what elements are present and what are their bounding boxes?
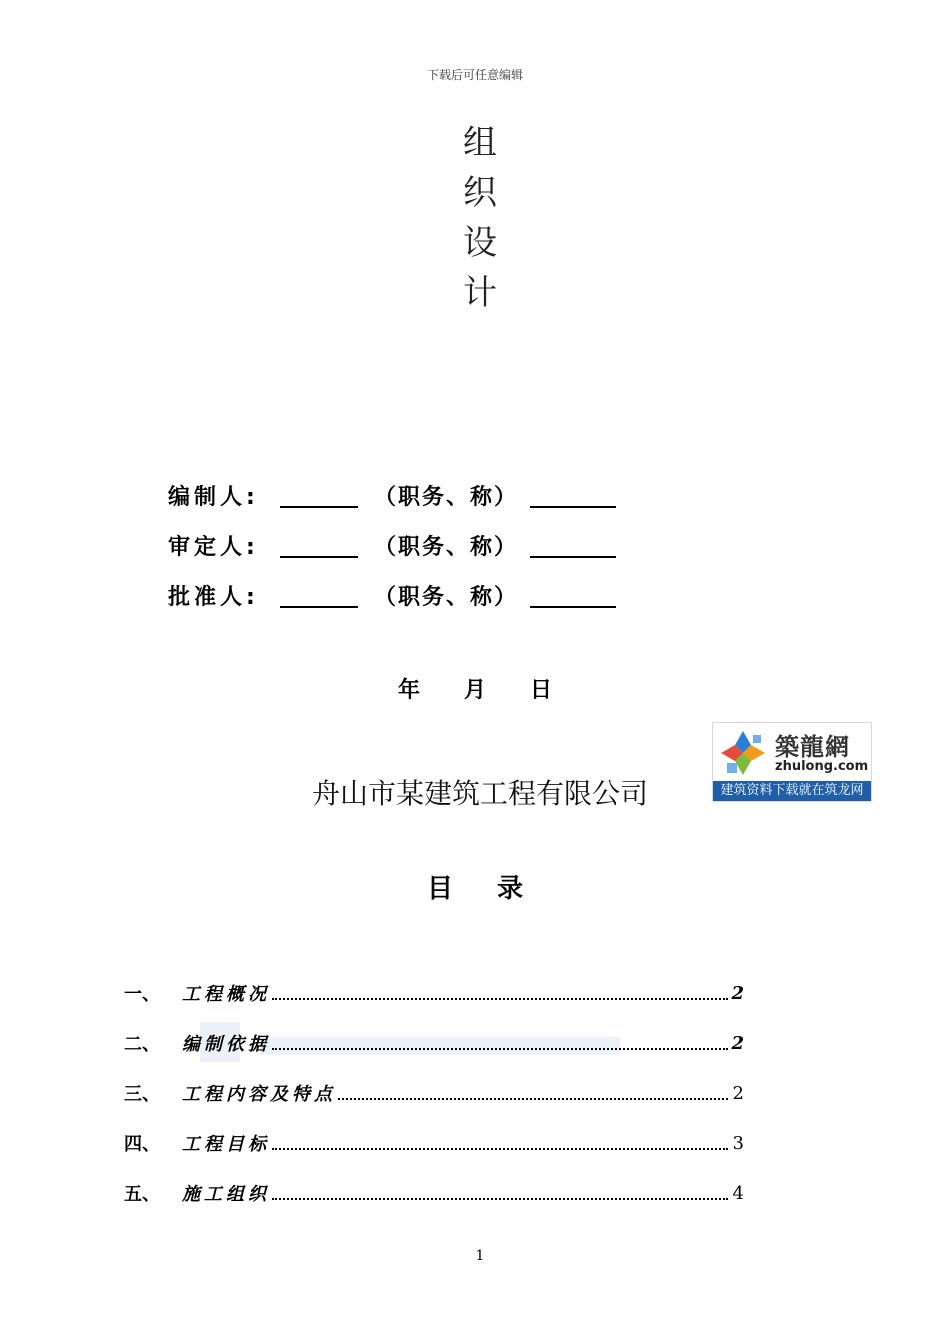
name-blank [280, 532, 358, 558]
toc-entry-text: 工程目标 [182, 1134, 270, 1155]
company-name: 舟山市某建筑工程有限公司 [311, 777, 648, 810]
signature-row-compiler [168, 470, 616, 520]
role-blank [530, 482, 616, 508]
title-char: 计 [463, 273, 497, 313]
toc-entry-text: 工程概况 [182, 984, 270, 1005]
toc-entry[interactable] [124, 1068, 744, 1118]
toc-entry-page: 3 [732, 1132, 744, 1154]
date-day: 日 [530, 678, 553, 703]
date-year: 年 [397, 678, 420, 703]
title-char: 设 [463, 223, 497, 263]
toc-title [0, 868, 950, 905]
toc-entry-page: 2 [731, 982, 744, 1004]
name-blank [280, 482, 358, 508]
toc-entry[interactable] [124, 1118, 744, 1168]
role-label: （职务、称） [374, 534, 519, 560]
toc-entry-number: 三、 [124, 1084, 160, 1105]
document-title [455, 118, 505, 318]
toc-title-char: 目 [426, 874, 453, 904]
signature-label: 批准人: [168, 584, 259, 610]
title-char: 组 [463, 123, 497, 163]
toc-entry-text: 工程内容及特点 [182, 1084, 336, 1105]
toc-leader-dots [272, 986, 728, 1000]
toc-leader-dots [272, 1186, 728, 1200]
role-blank [530, 532, 616, 558]
role-blank [530, 582, 616, 608]
date-line [0, 673, 950, 704]
logo-cn-name: 築龍網 [775, 732, 850, 761]
toc-entry[interactable] [124, 1018, 744, 1068]
logo-tagline: 建筑资料下载就在筑龙网 [713, 781, 871, 801]
toc-entry-page: 4 [732, 1182, 744, 1204]
logo-en-name: zhulong.com [775, 759, 869, 774]
toc-entry-number: 五、 [124, 1184, 160, 1205]
name-blank [280, 582, 358, 608]
toc-leader-dots [272, 1036, 728, 1050]
header-note: 下载后可任意编辑 [426, 68, 523, 82]
toc-title-char: 录 [497, 874, 524, 904]
signature-row-reviewer [168, 520, 616, 570]
signature-block [168, 470, 616, 620]
toc-leader-dots [338, 1086, 728, 1100]
table-of-contents [124, 968, 744, 1218]
role-label: （职务、称） [374, 584, 519, 610]
toc-entry[interactable] [124, 1168, 744, 1218]
signature-row-approver [168, 570, 616, 620]
toc-entry-number: 二、 [124, 1034, 160, 1055]
toc-entry-text: 施工组织 [182, 1184, 270, 1205]
page-number: 1 [475, 1248, 485, 1264]
role-label: （职务、称） [374, 484, 519, 510]
toc-entry-number: 四、 [124, 1134, 160, 1155]
signature-label: 审定人: [168, 534, 259, 560]
toc-entry-page: 2 [732, 1082, 744, 1104]
toc-entry-page: 2 [731, 1032, 744, 1054]
title-char: 织 [463, 173, 497, 213]
toc-entry[interactable] [124, 968, 744, 1018]
toc-leader-dots [272, 1136, 728, 1150]
signature-label: 编制人: [168, 484, 259, 510]
toc-entry-number: 一、 [124, 984, 160, 1005]
date-month: 月 [463, 678, 486, 703]
toc-entry-text: 编制依据 [182, 1034, 270, 1055]
